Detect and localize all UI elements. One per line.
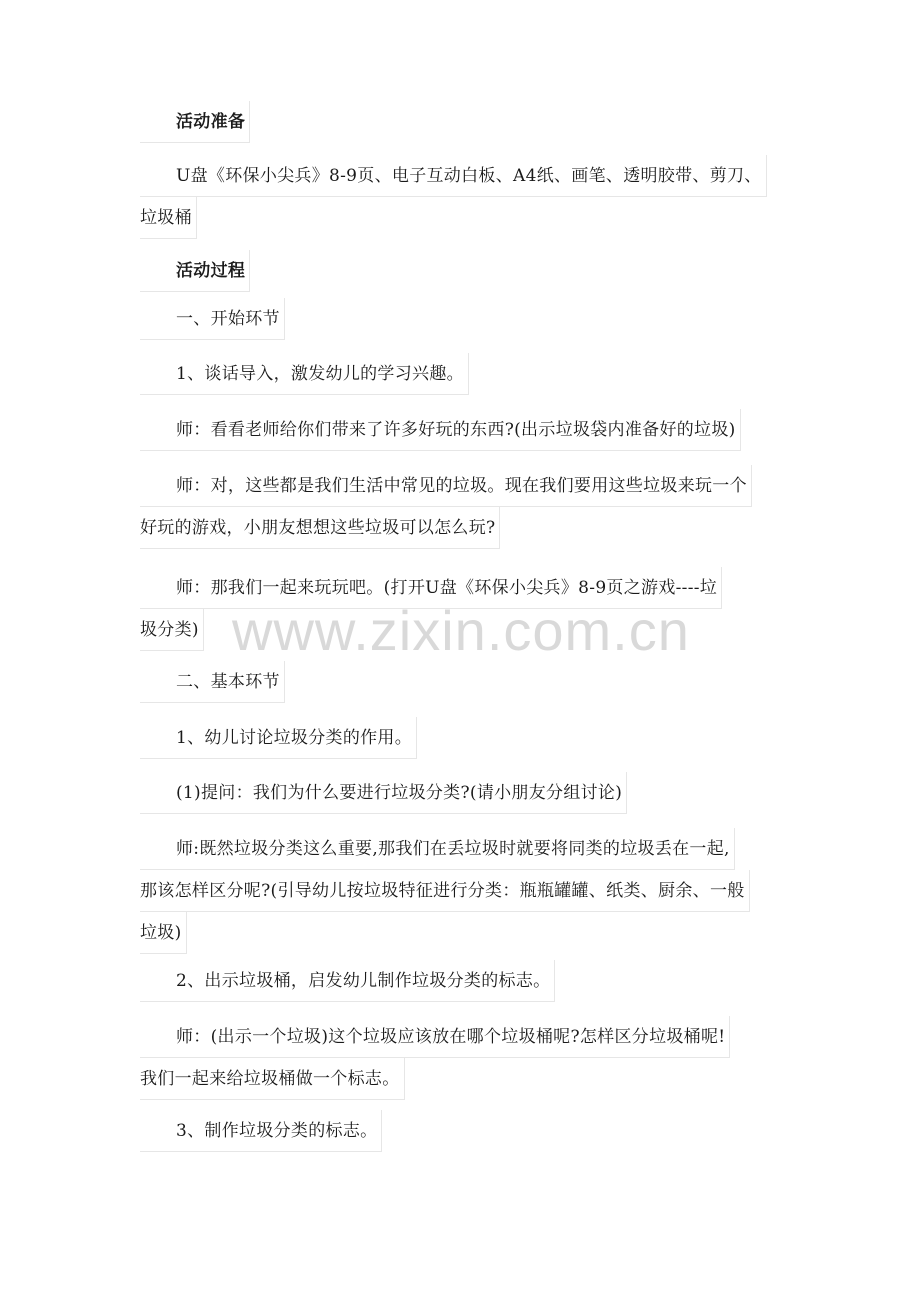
paragraph [140,353,469,395]
text-line: 师：对，这些都是我们生活中常见的垃圾。现在我们要用这些垃圾来玩一个 [140,465,752,507]
text-line: 1、幼儿讨论垃圾分类的作用。 [140,717,417,759]
text-line: 2、出示垃圾桶，启发幼儿制作垃圾分类的标志。 [140,960,555,1002]
watermark: www.zixin.com.cn [232,599,690,662]
text-line: 二、基本环节 [140,661,285,703]
text-line: 垃圾桶 [140,197,197,239]
text-line: 活动过程 [140,250,250,292]
text-line: (1)提问：我们为什么要进行垃圾分类?(请小朋友分组讨论) [140,772,627,814]
paragraph [140,1016,730,1100]
paragraph [140,960,555,1002]
section-heading-basic [140,661,285,703]
materials-paragraph [140,155,767,239]
heading-activity-process [140,250,250,292]
text-line: 活动准备 [140,101,250,143]
text-line: 那该怎样区分呢?(引导幼儿按垃圾特征进行分类：瓶瓶罐罐、纸类、厨余、一般 [140,870,750,912]
paragraph [140,465,752,549]
text-line: 师:既然垃圾分类这么重要,那我们在丢垃圾时就要将同类的垃圾丢在一起, [140,828,735,870]
text-line: 1、谈话导入，激发幼儿的学习兴趣。 [140,353,469,395]
text-line: 垃圾) [140,912,187,954]
text-line: 圾分类) [140,609,204,651]
text-line: 好玩的游戏，小朋友想想这些垃圾可以怎么玩? [140,507,500,549]
paragraph [140,717,417,759]
paragraph [140,772,627,814]
text-line: 师：那我们一起来玩玩吧。(打开U盘《环保小尖兵》8-9页之游戏----垃 [140,567,722,609]
text-line: 师：看看老师给你们带来了许多好玩的东西?(出示垃圾袋内准备好的垃圾) [140,409,741,451]
paragraph [140,1110,382,1152]
text-line: 我们一起来给垃圾桶做一个标志。 [140,1058,405,1100]
section-heading-start [140,298,285,340]
heading-activity-preparation [140,101,250,143]
paragraph [140,409,741,451]
paragraph [140,828,750,954]
text-line: U盘《环保小尖兵》8-9页、电子互动白板、A4纸、画笔、透明胶带、剪刀、 [140,155,767,197]
text-line: 师：(出示一个垃圾)这个垃圾应该放在哪个垃圾桶呢?怎样区分垃圾桶呢! [140,1016,730,1058]
text-line: 3、制作垃圾分类的标志。 [140,1110,382,1152]
text-line: 一、开始环节 [140,298,285,340]
